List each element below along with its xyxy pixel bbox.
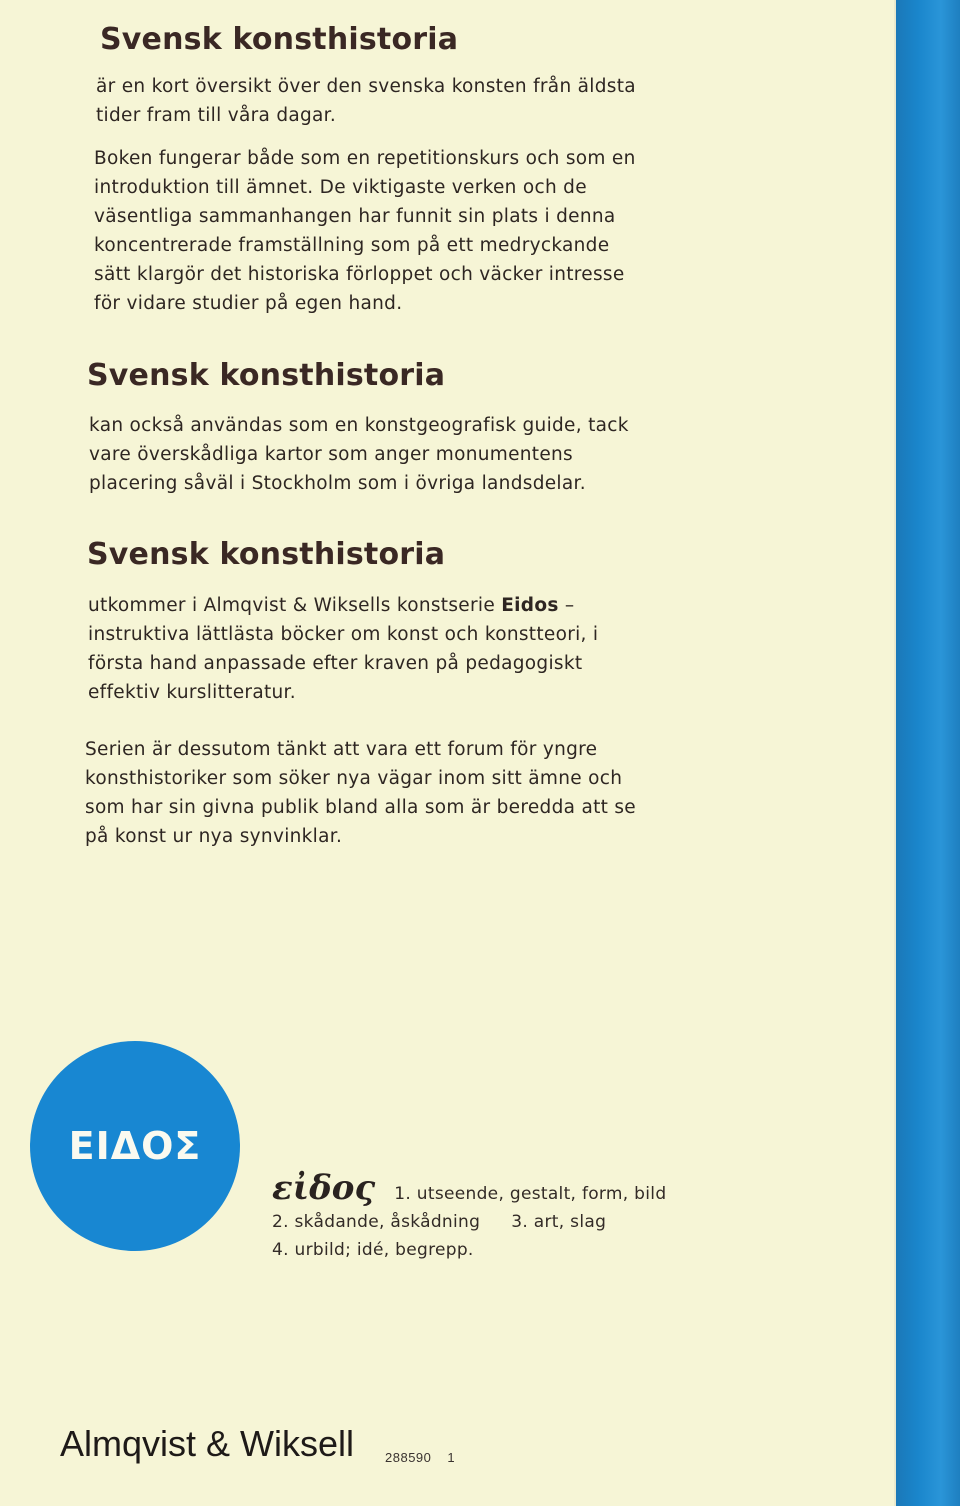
section-3-paragraph-1 [88, 591, 598, 707]
text-line: är en kort översikt över den svenska konsten från äldsta [96, 76, 636, 97]
definition-line-2b: 3. art, slag [511, 1212, 607, 1232]
text-line: för vidare studier på egen hand. [94, 293, 403, 314]
section-3 [87, 537, 445, 572]
catalog-suffix: 1 [447, 1450, 456, 1465]
section-1 [100, 22, 458, 57]
text-line: som har sin givna publik bland alla som är beredda att se [85, 797, 636, 818]
section-1-heading: Svensk konsthistoria [100, 22, 459, 57]
catalog-number: 288590 [385, 1450, 432, 1465]
section-1-paragraph-2 [94, 144, 636, 318]
text-line: koncentrerade framställning som på ett medryckande [94, 235, 610, 256]
text-line: utkommer i Almqvist & Wiksells konstserie [88, 595, 496, 616]
section-2-paragraph-1 [89, 411, 629, 498]
text-line: placering såväl i Stockholm som i övriga landsdelar. [89, 473, 586, 494]
text-line: konsthistoriker som söker nya vägar inom sitt ämne och [85, 768, 623, 789]
publisher-name: Almqvist & Wiksell [60, 1423, 355, 1464]
definition-line-2a: 2. skådande, åskådning [272, 1212, 481, 1232]
text-line: introduktion till ämnet. De viktigaste verken och de [94, 177, 587, 198]
catalog-code [385, 1450, 455, 1465]
definition-block [272, 1168, 666, 1260]
text-line: instruktiva lättlästa böcker om konst och konstteori, i [88, 624, 599, 645]
section-3-heading: Svensk konsthistoria [87, 537, 446, 572]
text-line: Boken fungerar både som en repetitionskurs och som en [94, 148, 636, 169]
eidos-logo [30, 1041, 240, 1251]
series-name: Eidos [501, 595, 559, 616]
eidos-logo-text: ΕΙΔΟΣ [68, 1124, 202, 1168]
text-line: effektiv kurslitteratur. [88, 682, 296, 703]
text-line: väsentliga sammanhangen har funnit sin plats i denna [94, 206, 616, 227]
dash: – [564, 595, 575, 616]
section-2-heading: Svensk konsthistoria [87, 358, 446, 393]
text-line: första hand anpassade efter kraven på pedagogiskt [88, 653, 583, 674]
section-1-paragraph-1 [96, 72, 636, 130]
text-line: vare överskådliga kartor som anger monumentens [89, 444, 573, 465]
text-line: tider fram till våra dagar. [96, 105, 337, 126]
text-line: sätt klargör det historiska förloppet och väcker intresse [94, 264, 625, 285]
definition-line-1: 1. utseende, gestalt, form, bild [394, 1184, 667, 1204]
text-line: kan också användas som en konstgeografisk guide, tack [89, 415, 629, 436]
greek-word: εἰδος [272, 1168, 376, 1208]
section-2 [87, 358, 445, 393]
definition-line-3: 4. urbild; idé, begrepp. [272, 1240, 474, 1260]
blue-spine [896, 0, 960, 1506]
text-line: på konst ur nya synvinklar. [85, 826, 343, 847]
section-3-paragraph-2 [85, 735, 636, 851]
text-line: Serien är dessutom tänkt att vara ett forum för yngre [85, 739, 598, 760]
